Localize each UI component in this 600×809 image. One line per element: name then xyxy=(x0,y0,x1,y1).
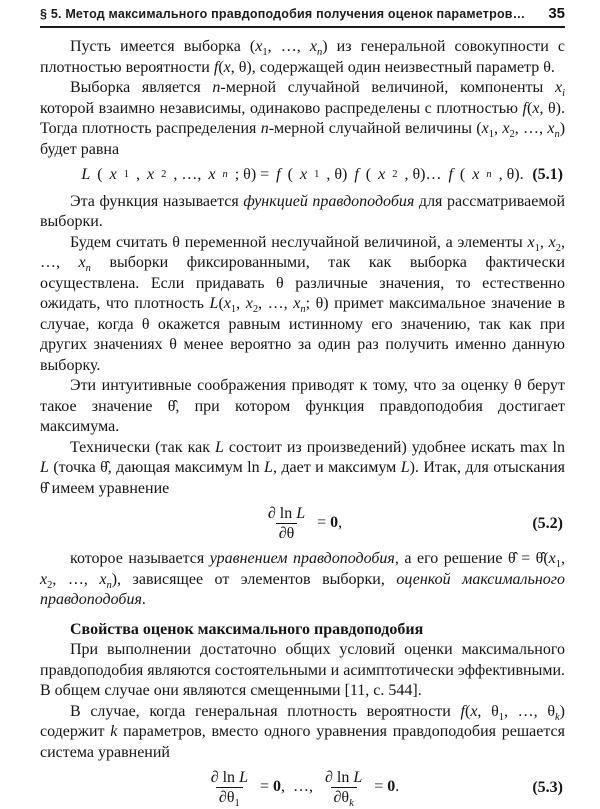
fraction xyxy=(265,504,308,543)
page-number: 35 xyxy=(548,5,565,22)
equation-5-3-number: (5.3) xyxy=(532,778,563,796)
paragraph-4: Будем считать θ переменной неслучайной величиной, а элементы $x_1$, $x_2$, …, $x_n$ выборки фиксированными, так как выборка фактически осуществлена. Если придавать θ различные значения, то естественно ожидать, что плотность $L(x_1$, $x_2$, …, $x_n$; θ) примет максимальное значение в случае, когда θ окажется равным истинному его значению, так как при других значениях θ менее вероятно за один раз получить именно данную выборку. xyxy=(40,233,566,374)
paragraph-2: Выборка является n-мерной случайной величиной, компоненты $x_i$ которой взаимно независимы, одинаково распределены с плотностью f(x, θ). Тогда плотность распределения n-мерной случайной величины ($x_1$, $x_2$, …, $x_n$) будет равна xyxy=(40,79,566,158)
paragraph-1: Пусть имеется выборка ($x_1$, …, $x_n$) из генеральной совокупности с плотностью вероятности f(x, θ), содержащей один неизвестный параметр θ. xyxy=(40,38,565,76)
fraction-numerator: ∂ ln L xyxy=(267,505,306,522)
equation-rhs: = 0, xyxy=(317,514,343,532)
fraction-1 xyxy=(208,768,251,807)
equation-5-2-number: (5.2) xyxy=(532,514,563,532)
header-rule xyxy=(40,26,565,28)
fraction-2-numerator: ∂ ln L xyxy=(325,769,363,786)
equation-5-3-content xyxy=(206,768,400,807)
equation-5-1-content: L ( x 1 , x 2 , …, x n ; θ) = f ( x 1 , θ) f ( x 2 , θ)… f ( x n , θ). xyxy=(81,166,524,183)
paragraph-3: Эта функция называется функцией правдоподобия для рассматриваемой выборки. xyxy=(40,192,566,230)
fraction-2 xyxy=(322,768,365,807)
equation-mid: = 0, …, xyxy=(259,778,313,796)
paragraph-9: В случае, когда генеральная плотность вероятности f(x, $\theta_1$, …, $\theta_k$) содержит k параметров, вместо одного уравнения правдоподобия решается система уравнений xyxy=(40,702,565,761)
page-header xyxy=(40,5,565,22)
paragraph-8: При выполнении достаточно общих условий оценки максимального правдоподобия являются состоятельными и асимптотически эффективными. В общем случае они являются смещенными [11, с. 544]. xyxy=(40,641,565,699)
fraction-denominator: ∂θ xyxy=(276,523,298,543)
running-head-title: § 5. Метод максимального правдоподобия получения оценок параметров… xyxy=(40,7,526,21)
page-content xyxy=(40,37,565,807)
equation-5-1-number: (5.1) xyxy=(532,166,563,183)
paragraph-5: Эти интуитивные соображения приводят к тому, что за оценку θ берут такое значение θ̂, при котором функция правдоподобия достигает максимума. xyxy=(40,377,565,435)
fraction-2-denominator: $\partial\theta_k$ xyxy=(331,787,357,807)
fraction-1-denominator: $\partial\theta_1$ xyxy=(216,787,243,807)
section-heading: Свойства оценок максимального правдоподобия xyxy=(70,620,424,638)
equation-5-2 xyxy=(40,504,565,543)
equation-5-1 xyxy=(40,165,565,186)
equation-5-3 xyxy=(40,768,565,807)
fraction-1-numerator: ∂ ln L xyxy=(210,769,248,786)
equation-rhs: = 0. xyxy=(374,778,400,796)
paragraph-7: которое называется уравнением правдоподобия, а его решение θ̂ = $\thetâ(x_1$, $x_2$, …, $x_n$), зависящее от элементов выборки, оценкой максимального правдоподобия. xyxy=(40,550,566,608)
equation-5-2-content xyxy=(263,504,342,543)
paragraph-6: Технически (так как L состоит из произведений) удобнее искать max ln L (точка θ̂, дающая максимум ln L, дает и максимум L). Итак, для отыскания θ̂ имеем уравнение xyxy=(40,438,566,497)
